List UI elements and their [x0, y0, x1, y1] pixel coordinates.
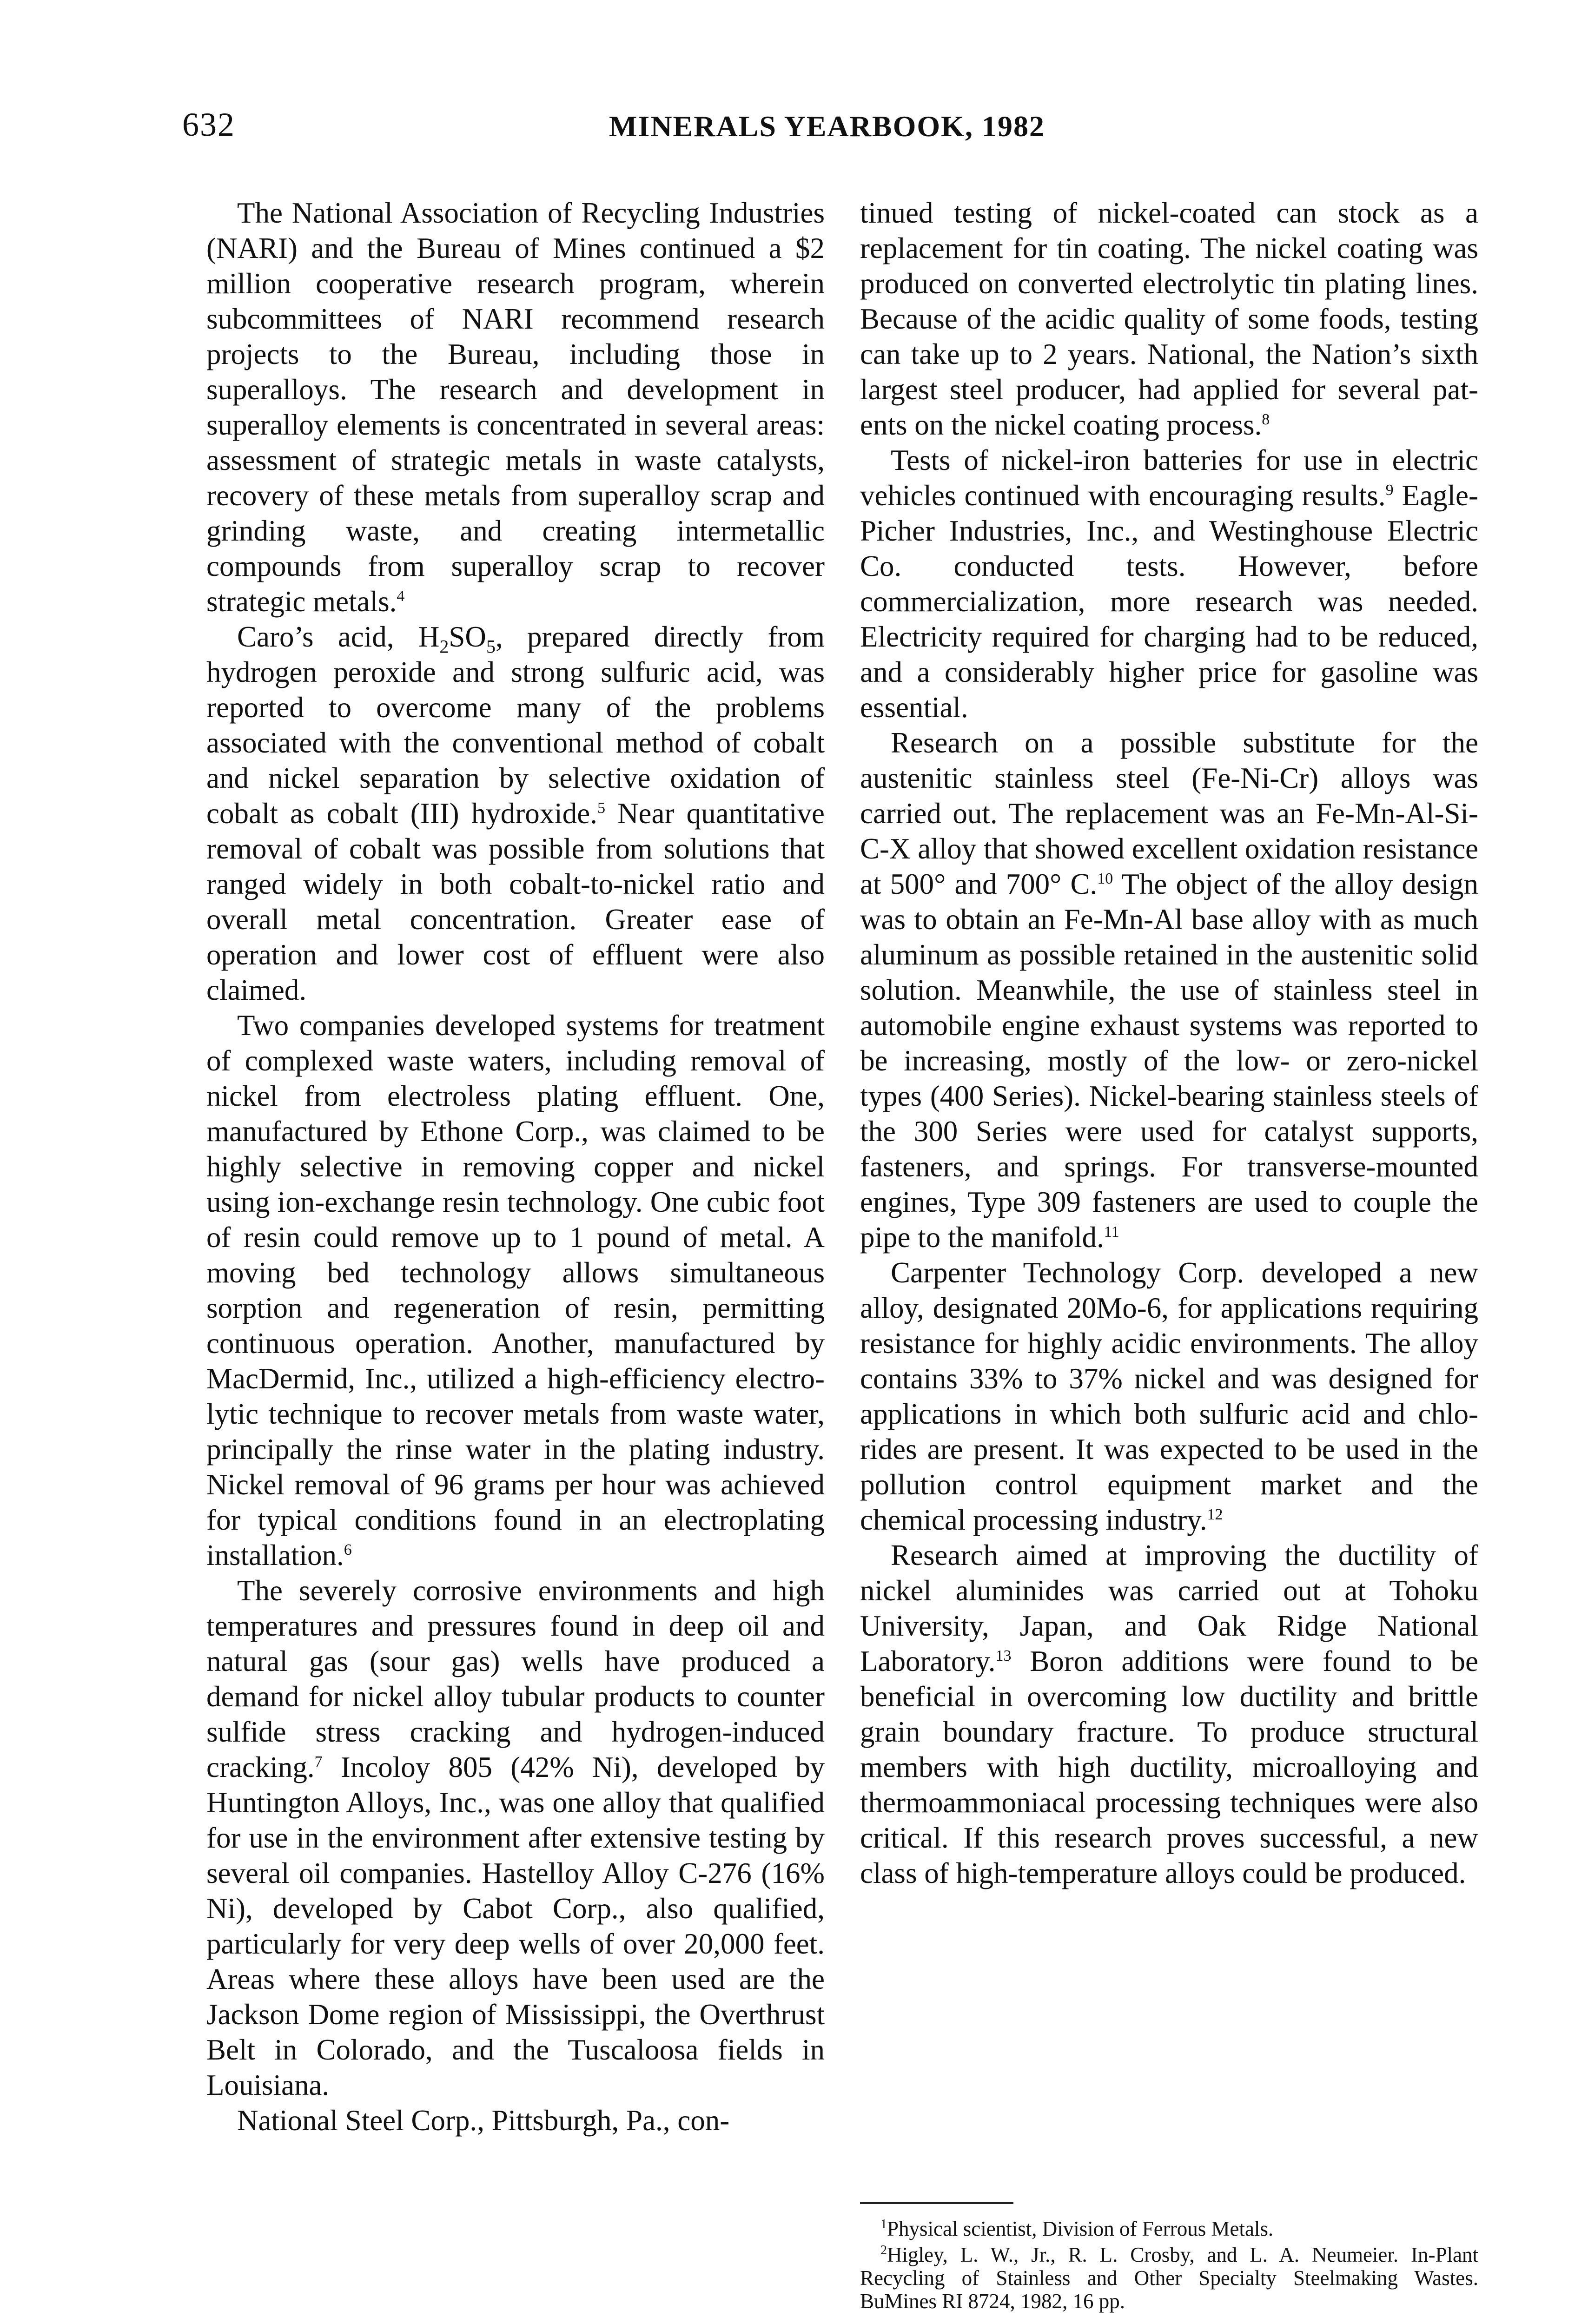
- footnote-divider: [860, 2202, 1013, 2204]
- paragraph-text: Eagle-Picher Industries, Inc., and Westinghouse Electric Co. conducted tests. However, before commercialization, more research was needed. Electricity required for charging had to be reduced, and a considerably higher price for gasoline was essential.: [860, 479, 1478, 724]
- footnote-ref: 5: [597, 799, 605, 817]
- footnote-ref: 13: [995, 1647, 1012, 1664]
- paragraph-text: The severely corrosive environments and high temperatures and pressures found in deep oil and natural gas (sour gas) wells have produced a demand for nickel alloy tubular products to counter sulfide stress cracking and hydrogen-induced cracking.: [206, 1574, 825, 1783]
- paragraph-nickel-aluminides: [860, 1538, 1478, 1891]
- paragraph-text: Incoloy 805 (42% Ni), developed by Huntington Alloys, Inc., was one alloy that qualified for use in the environment after extensive testing by several oil companies. Hastelloy Alloy C-276 (16% Ni), developed by Cabot Corp., also qualified, particularly for very deep wells of over 20,000 feet. Areas where these alloys have been used are the Jackson Dome region of Mississippi, the Overthrust Belt in Colorado, and the Tuscaloosa fields in Louisiana.: [206, 1751, 825, 2101]
- subscript: 2: [439, 636, 449, 657]
- paragraph-sour-gas-alloys: [206, 1573, 825, 2103]
- paragraph-text: The National Association of Recycling Industries (NARI) and the Bureau of Mines continued a $2 million cooperative research program, wherein subcommittees of NARI recommend research projects to the Bureau, including those in superalloys. The research and development in superalloy elements is concentrated in several areas: assessment of strategic metals in waste catalysts, recovery of these metals from superalloy scrap and grinding waste, and creating intermetallic compounds from superalloy scrap to recover strategic metals.: [206, 197, 825, 618]
- paragraph-text: Research aimed at improving the ductility of nickel aluminides was carried out at Tohoku University, Japan, and Oak Ridge National Laboratory.: [860, 1539, 1478, 1677]
- running-title: MINERALS YEARBOOK, 1982: [609, 110, 1045, 143]
- footnote-ref: 10: [1097, 870, 1113, 887]
- paragraph-text: The object of the alloy design was to obtain an Fe-Mn-Al base alloy with as much aluminum as possible retained in the austenitic solid solution. Meanwhile, the use of stainless steel in automobile engine exhaust systems was reported to be increasing, mostly of the low- or zero-nickel types (400 Series). Nickel-bearing stainless steels of the 300 Series were used for catalyst supports, fasteners, and springs. For transverse-mounted engines, Type 309 fasteners are used to couple the pipe to the manifold.: [860, 868, 1478, 1254]
- footnote-2: [860, 2243, 1478, 2313]
- paragraph-text: Two companies developed systems for treatment of complexed waste waters, including removal of nickel from electroless plating effluent. One, manufactured by Ethone Corp., was claimed to be highly selective in removing copper and nickel using ion-exchange resin technology. One cubic foot of resin could remove up to 1 pound of metal. A moving bed technology allows simultaneous sorption and regeneration of resin, permitting continuous operation. Another, manufactured by MacDermid, Inc., utilized a high-efficiency electrolytic technique to recover metals from waste water, principally the rinse water in the plating industry. Nickel removal of 96 grams per hour was achieved for typical conditions found in an electroplating installation.: [206, 1009, 825, 1571]
- paragraph-nickel-iron-batteries: [860, 442, 1478, 725]
- footnote-ref: 9: [1385, 482, 1394, 499]
- footnote-mark: 1: [880, 2217, 887, 2232]
- paragraph-text: Boron additions were found to be beneficial in overcoming low ductility and brittle grain boundary fracture. To produce structural members with high ductility, microalloying and thermoammoniacal processing techniques were also critical. If this research proves successful, a new class of high-temperature alloys could be produced.: [860, 1645, 1478, 1889]
- footnote-ref: 6: [344, 1541, 352, 1558]
- paragraph-text: Near quantitative removal of cobalt was possible from solutions that ranged widely in both cobalt-to-nickel ratio and overall metal concentration. Greater ease of operation and lower cost of effluent were also claimed.: [206, 797, 825, 1006]
- footnotes: [860, 2217, 1478, 2316]
- paragraph-text: Research on a possible substitute for the austenitic stainless steel (Fe-Ni-Cr) alloys was carried out. The replacement was an Fe-Mn-Al-Si-C-X alloy that showed excellent oxidation resistance at 500° and 700° C.: [860, 726, 1478, 900]
- footnote-text: Higley, L. W., Jr., R. L. Crosby, and L. A. Neumeier. In-Plant Recycling of Stainless and Other Specialty Steelmaking Wastes. BuMines RI 8724, 1982, 16 pp.: [860, 2243, 1478, 2313]
- paragraph-caros-acid: [206, 619, 825, 1008]
- paragraph-national-steel: [206, 2103, 825, 2138]
- paragraph-text: , prepared directly from hydrogen peroxide and strong sulfuric acid, was reported to overcome many of the problems associated with the conventional method of cobalt and nickel separation by selective oxidation of cobalt as cobalt (III) hydroxide.: [206, 621, 825, 830]
- footnote-ref: 11: [1104, 1223, 1119, 1241]
- paragraph-stainless-substitute: [860, 725, 1478, 1255]
- footnote-text: Physical scientist, Division of Ferrous Metals.: [887, 2217, 1274, 2240]
- paragraph-text: National Steel Corp., Pittsburgh, Pa., con-: [237, 2104, 730, 2137]
- left-column: [206, 195, 825, 2138]
- subscript: 5: [486, 636, 496, 657]
- footnote-ref: 8: [1262, 411, 1270, 428]
- paragraph-text: tinued testing of nickel-coated can stock as a replacement for tin coating. The nickel coating was produced on converted electrolytic tin plating lines. Because of the acidic quality of some foods, testing can take up to 2 years. National, the Nation’s sixth largest steel producer, had applied for several patents on the nickel coating process.: [860, 197, 1478, 441]
- paragraph-waste-water-systems: [206, 1008, 825, 1573]
- paragraph-nickel-coated-can-stock: [860, 195, 1478, 442]
- footnote-ref: 7: [314, 1753, 323, 1770]
- footnote-ref: 4: [397, 588, 405, 605]
- page-number: 632: [182, 106, 235, 143]
- footnote-ref: 12: [1207, 1506, 1223, 1523]
- paragraph-text: SO: [449, 621, 486, 653]
- paragraph-text: Tests of nickel-iron batteries for use in electric vehicles continued with encouraging results.: [860, 444, 1478, 512]
- paragraph-text: Carpenter Technology Corp. developed a new alloy, designated 20Mo-6, for applications requiring resistance for highly acidic environments. The alloy contains 33% to 37% nickel and was designed for applications in which both sulfuric acid and chlorides are present. It was expected to be used in the pollution control equipment market and the chemical processing industry.: [860, 1256, 1478, 1536]
- paragraph-text: Caro’s acid, H: [237, 621, 440, 653]
- paragraph-nari-recycling: [206, 195, 825, 619]
- footnote-mark: 2: [880, 2243, 887, 2258]
- paragraph-carpenter-alloy: [860, 1255, 1478, 1538]
- right-column: [860, 195, 1478, 1891]
- footnote-1: [860, 2217, 1478, 2240]
